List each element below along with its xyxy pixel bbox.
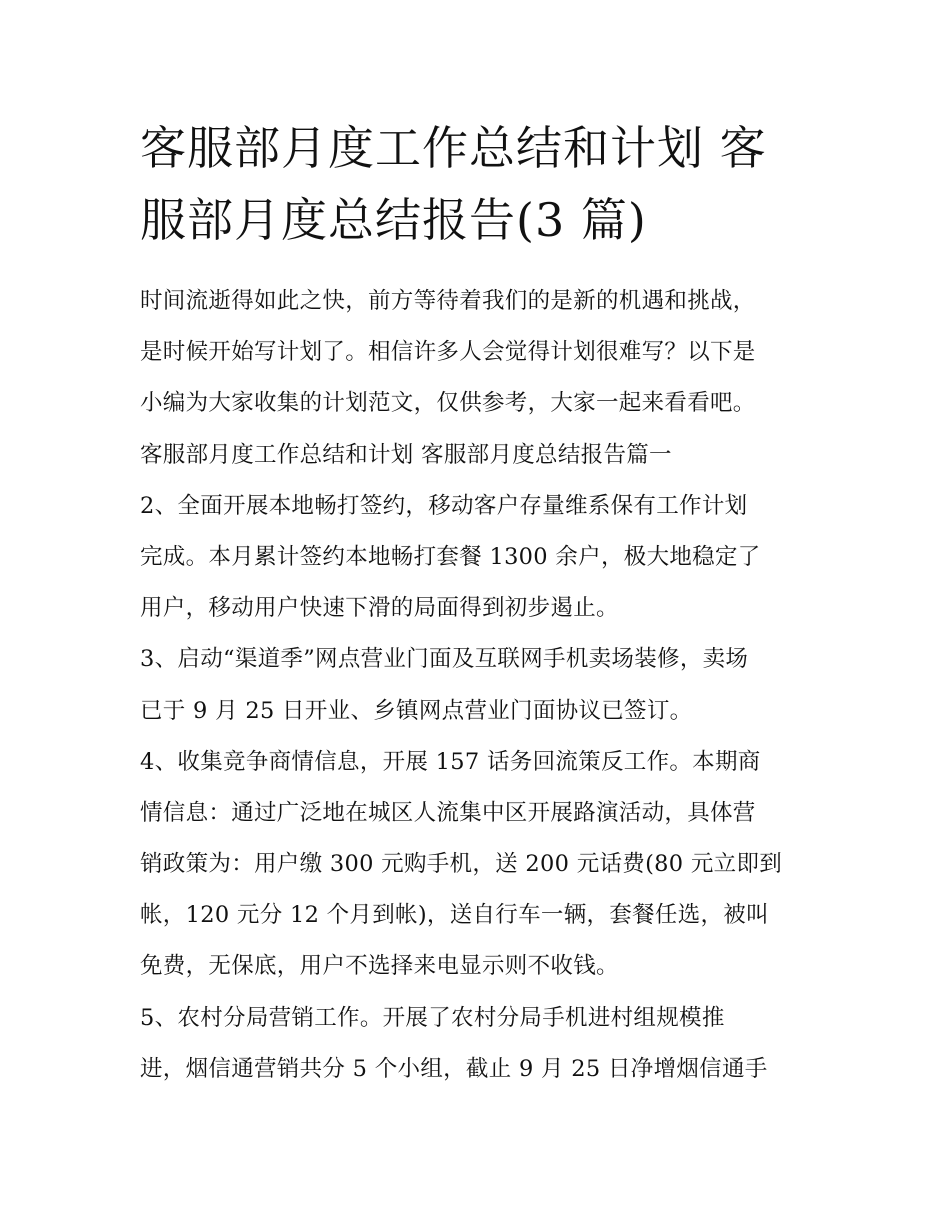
body-line: 时间流逝得如此之快，前方等待着我们的是新的机遇和挑战， [140, 288, 756, 314]
body-line: 进，烟信通营销共分 5 个小组，截止 9 月 25 日净增烟信通手 [140, 1055, 768, 1082]
body-line: 帐，120 元分 12 个月到帐)，送自行车一辆，套餐任选，被叫 [140, 902, 769, 929]
body-line: 完成。本月累计签约本地畅打套餐 1300 余户，极大地稳定了 [140, 543, 761, 570]
body-line: 2、全面开展本地畅打签约，移动客户存量维系保有工作计划 [140, 492, 748, 519]
body-line: 销政策为：用户缴 300 元购手机，送 200 元话费(80 元立即到 [140, 851, 783, 878]
title-line-2: 服部月度总结报告(3 篇) [140, 193, 647, 247]
title-line-1: 客服部月度工作总结和计划 客 [140, 121, 767, 175]
body-line: 5、农村分局营销工作。开展了农村分局手机进村组规模推 [140, 1004, 725, 1031]
body-line: 已于 9 月 25 日开业、乡镇网点营业门面协议已签订。 [140, 697, 693, 724]
body-line: 4、收集竞争商情信息，开展 157 话务回流策反工作。本期商 [140, 748, 761, 775]
body-line: 情信息：通过广泛地在城区人流集中区开展路演活动，具体营 [140, 799, 756, 826]
body-line: 用户，移动用户快速下滑的局面得到初步遏止。 [140, 595, 619, 622]
body-line: 是时候开始写计划了。相信许多人会觉得计划很难写？以下是 [140, 339, 756, 366]
body-line: 3、启动“渠道季”网点营业门面及互联网手机卖场装修，卖场 [140, 646, 749, 673]
document-title [140, 112, 820, 256]
document-body [140, 276, 830, 1095]
section-heading: 客服部月度工作总结和计划 客服部月度总结报告篇一 [140, 441, 672, 468]
body-line: 免费，无保底，用户不选择来电显示则不收钱。 [140, 953, 619, 980]
body-line: 小编为大家收集的计划范文，仅供参考，大家一起来看看吧。 [140, 390, 756, 417]
